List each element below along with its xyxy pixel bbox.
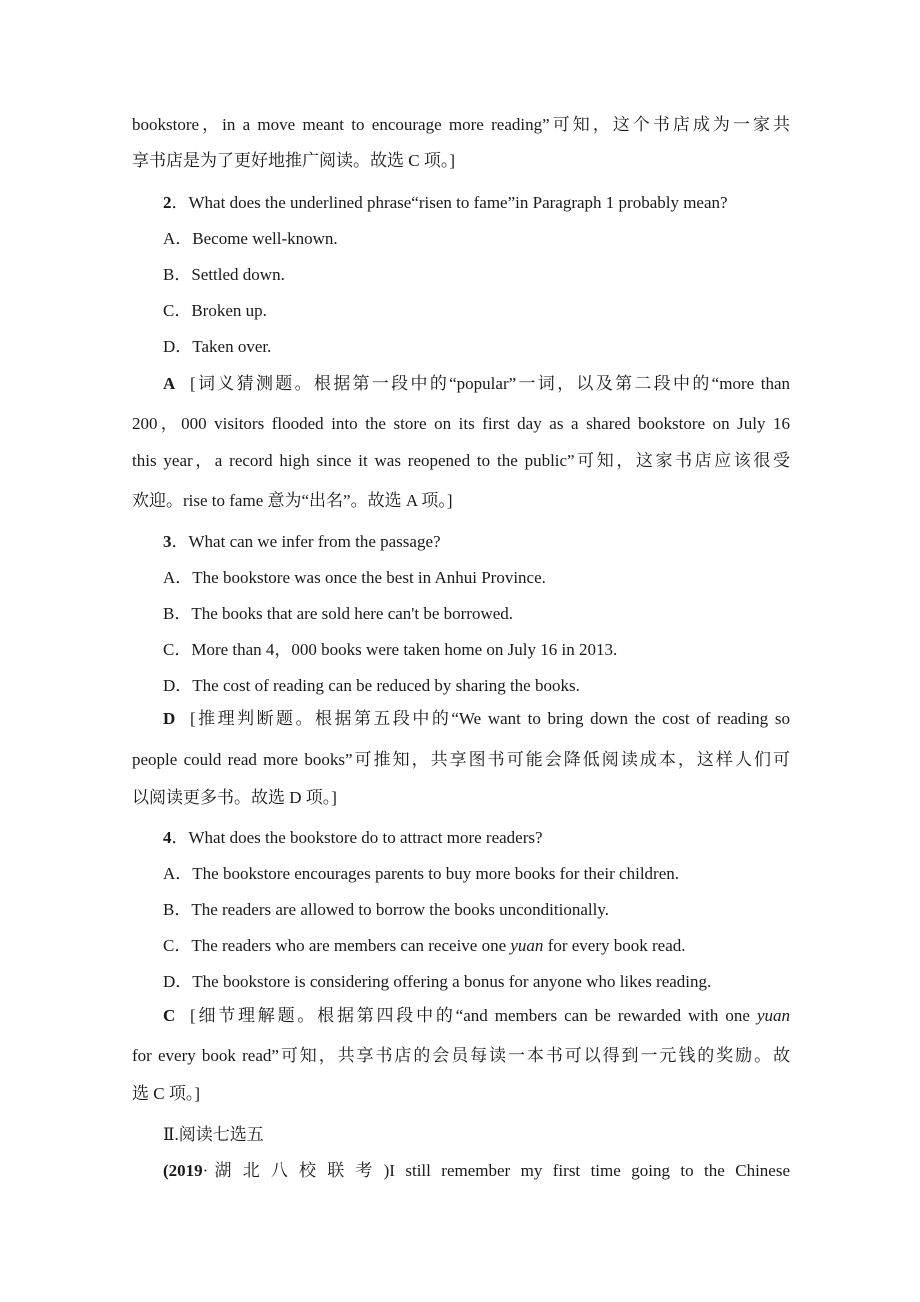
question-number: 4 (163, 828, 172, 847)
answer-letter: A (163, 374, 176, 393)
q3-explanation-line-1 (163, 708, 790, 730)
intro-line-1: bookstore，in a move meant to encourage more reading”可知，这个书店成为一家共 (132, 115, 790, 134)
q4-option-a: A．The bookstore encourages parents to buy more books for their children. (163, 864, 679, 883)
question-3-stem (163, 531, 790, 553)
q3-explanation-line-2: people could read more books”可推知，共享图书可能会降低阅读成本，这样人们可 (132, 750, 790, 769)
q2-explanation-line-2: 200，000 visitors flooded into the store on its first day as a shared bookstore on July 16 (132, 414, 790, 433)
q3-option-c: C．More than 4，000 books were taken home on July 16 in 2013. (163, 640, 618, 659)
question-text: ．What does the bookstore do to attract more readers? (171, 828, 543, 847)
question-number: 3 (163, 532, 172, 551)
q2-option-c: C．Broken up. (163, 301, 267, 320)
passage-text: I still remember my first time going to the Chinese (389, 1161, 790, 1180)
explanation-italic: yuan (756, 1006, 790, 1025)
q2-option-b: B．Settled down. (163, 265, 285, 284)
q2-option-a: A．Become well-known. (163, 229, 338, 248)
q2-explanation-line-1 (163, 373, 790, 395)
explanation-text: [推理判断题。根据第五段中的“We want to bring down the cost of reading so (190, 709, 790, 728)
q4-explanation-line-2: for every book read”可知，共享书店的会员每读一本书可以得到一元钱的奖励。故 (132, 1046, 790, 1065)
question-text: ．What can we infer from the passage? (171, 532, 441, 551)
q4-option-d: D．The bookstore is considering offering a bonus for anyone who likes reading. (163, 972, 712, 991)
q4-explanation-line-1 (163, 1005, 790, 1027)
source-dot: · (202, 1161, 209, 1180)
q4-option-c (163, 935, 790, 957)
q3-option-b: B．The books that are sold here can't be borrowed. (163, 604, 514, 623)
q3-explanation-line-3: 以阅读更多书。故选 D 项。] (132, 788, 337, 807)
q2-option-d: D．Taken over. (163, 337, 272, 356)
source-name: 湖北八校联考 (208, 1161, 384, 1180)
section-title: Ⅱ.阅读七选五 (163, 1125, 264, 1144)
section-first-line (163, 1160, 790, 1182)
answer-letter: C (163, 1006, 176, 1025)
explanation-text: [细节理解题。根据第四段中的“and members can be rewarded with one (190, 1006, 757, 1025)
q2-explanation-line-3: this year，a record high since it was reopened to the public”可知，这家书店应该很受 (132, 451, 790, 470)
question-2-stem (163, 192, 790, 214)
q4-option-b: B．The readers are allowed to borrow the books unconditionally. (163, 900, 609, 919)
source-close: ) (383, 1161, 390, 1180)
q3-option-a: A．The bookstore was once the best in Anhui Province. (163, 568, 546, 587)
q3-option-d: D．The cost of reading can be reduced by sharing the books. (163, 676, 580, 695)
intro-line-2: 享书店是为了更好地推广阅读。故选 C 项。] (132, 151, 455, 170)
question-number: 2 (163, 193, 172, 212)
option-text-end: for every book read. (543, 936, 686, 955)
q2-explanation-line-4: 欢迎。rise to fame 意为“出名”。故选 A 项。] (132, 491, 453, 510)
q4-explanation-line-3: 选 C 项。] (132, 1084, 200, 1103)
question-text: ．What does the underlined phrase“risen to fame”in Paragraph 1 probably mean? (171, 193, 728, 212)
question-4-stem (163, 827, 790, 849)
option-text: C．The readers who are members can receive one (163, 936, 511, 955)
source-year: (2019 (163, 1161, 203, 1180)
answer-letter: D (163, 709, 176, 728)
option-italic: yuan (510, 936, 544, 955)
explanation-text: [词义猜测题。根据第一段中的“popular”一词，以及第二段中的“more than (190, 374, 790, 393)
